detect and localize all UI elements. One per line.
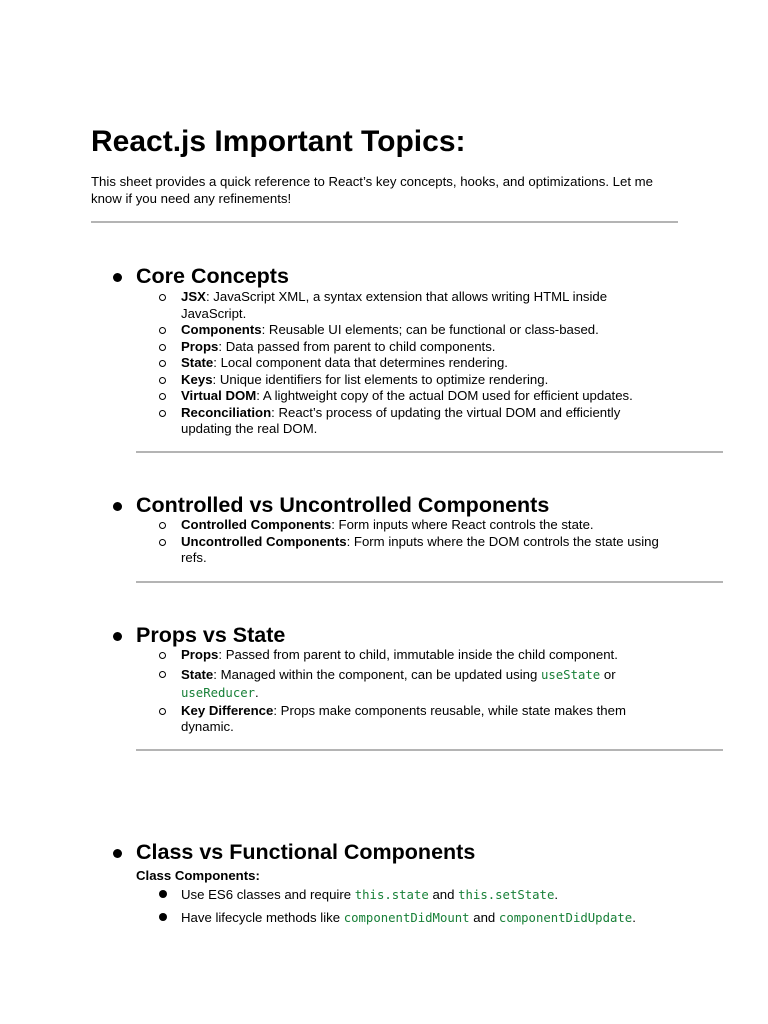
divider	[136, 581, 723, 583]
item-text: : Form inputs where the DOM controls the state using refs.	[181, 533, 659, 565]
item-text: : Local component data that determines rendering.	[213, 355, 508, 370]
circle-bullet-icon	[159, 652, 166, 659]
list-item	[181, 388, 661, 405]
list-item	[181, 517, 661, 534]
item-text: : React’s process of updating the virtual DOM and efficiently updating the real DOM.	[181, 404, 621, 436]
item-text: : JavaScript XML, a syntax extension that allows writing HTML inside JavaScript.	[181, 289, 608, 321]
item-text: Use ES6 classes and require	[181, 887, 355, 902]
item-list	[181, 647, 661, 736]
circle-bullet-icon	[159, 539, 166, 546]
code-component-did-mount: componentDidMount	[343, 911, 470, 925]
bullet-icon	[113, 632, 122, 641]
code-use-reducer: useReducer	[181, 685, 256, 700]
item-term: Uncontrolled Components	[181, 533, 347, 549]
circle-bullet-icon	[159, 360, 166, 367]
item-text: : Managed within the component, can be updated using	[213, 666, 541, 682]
list-item	[181, 534, 661, 567]
section-heading: Core Concepts	[136, 264, 289, 288]
item-term: State	[181, 666, 214, 682]
list-item	[181, 666, 661, 702]
circle-bullet-icon	[159, 522, 166, 529]
list-item	[181, 647, 661, 664]
list-item	[181, 322, 661, 339]
section-heading: Props vs State	[136, 623, 286, 647]
item-text: : Passed from parent to child, immutable inside the child component.	[218, 647, 618, 662]
item-term: Props	[181, 338, 219, 354]
item-text: and	[428, 887, 459, 902]
item-text: .	[632, 910, 636, 925]
item-list	[181, 517, 661, 567]
item-text: Have lifecycle methods like	[181, 910, 344, 925]
list-item	[181, 355, 661, 372]
disc-bullet-icon	[159, 913, 167, 921]
divider	[91, 221, 678, 223]
item-term: Components	[181, 322, 262, 337]
item-text: or	[600, 666, 616, 682]
list-item	[181, 339, 661, 356]
bullet-icon	[113, 849, 122, 858]
item-text: : Form inputs where React controls the state.	[331, 517, 594, 532]
item-term: Controlled Components	[181, 517, 332, 532]
list-item	[181, 372, 661, 389]
item-text: : Reusable UI elements; can be functional or class-based.	[261, 322, 599, 337]
item-term: Props	[181, 647, 219, 662]
divider	[136, 451, 723, 453]
circle-bullet-icon	[159, 708, 166, 715]
intro-paragraph: This sheet provides a quick reference to React’s key concepts, hooks, and optimizations. Let me know if you need any refinements!	[91, 174, 653, 206]
code-this-state: this.state	[354, 888, 429, 902]
circle-bullet-icon	[159, 344, 166, 351]
circle-bullet-icon	[159, 377, 166, 384]
circle-bullet-icon	[159, 393, 166, 400]
list-item	[181, 703, 661, 736]
code-this-set-state: this.setState	[458, 888, 555, 902]
section-heading: Controlled vs Uncontrolled Components	[136, 493, 550, 517]
item-text: : Data passed from parent to child components.	[218, 338, 496, 354]
circle-bullet-icon	[159, 294, 166, 301]
list-item	[181, 909, 661, 927]
list-item	[181, 886, 661, 904]
item-term: Reconciliation	[181, 404, 272, 420]
item-text: .	[255, 684, 259, 700]
item-text: : A lightweight copy of the actual DOM used for efficient updates.	[256, 388, 633, 403]
divider	[136, 749, 723, 751]
section-heading: Class vs Functional Components	[136, 840, 476, 864]
document-title: React.js Important Topics:	[91, 125, 466, 158]
item-text: : Unique identifiers for list elements to optimize rendering.	[212, 371, 549, 387]
code-component-did-update: componentDidUpdate	[498, 911, 633, 925]
item-term: Key Difference	[181, 702, 274, 718]
circle-bullet-icon	[159, 410, 166, 417]
disc-bullet-icon	[159, 890, 167, 898]
item-list	[181, 886, 661, 927]
item-term: JSX	[181, 289, 206, 304]
list-item	[181, 289, 661, 322]
item-text: and	[469, 910, 499, 925]
item-text: .	[554, 887, 559, 902]
circle-bullet-icon	[159, 671, 166, 678]
item-term: Keys	[181, 371, 213, 387]
item-text: : Props make components reusable, while state makes them dynamic.	[181, 702, 626, 734]
code-use-state: useState	[540, 667, 601, 682]
item-term: Virtual DOM	[181, 388, 257, 403]
circle-bullet-icon	[159, 327, 166, 334]
bullet-icon	[113, 273, 122, 282]
list-item	[181, 405, 661, 438]
item-term: State	[181, 355, 214, 370]
item-list	[181, 289, 661, 438]
bullet-icon	[113, 502, 122, 511]
subheading: Class Components:	[136, 868, 260, 883]
